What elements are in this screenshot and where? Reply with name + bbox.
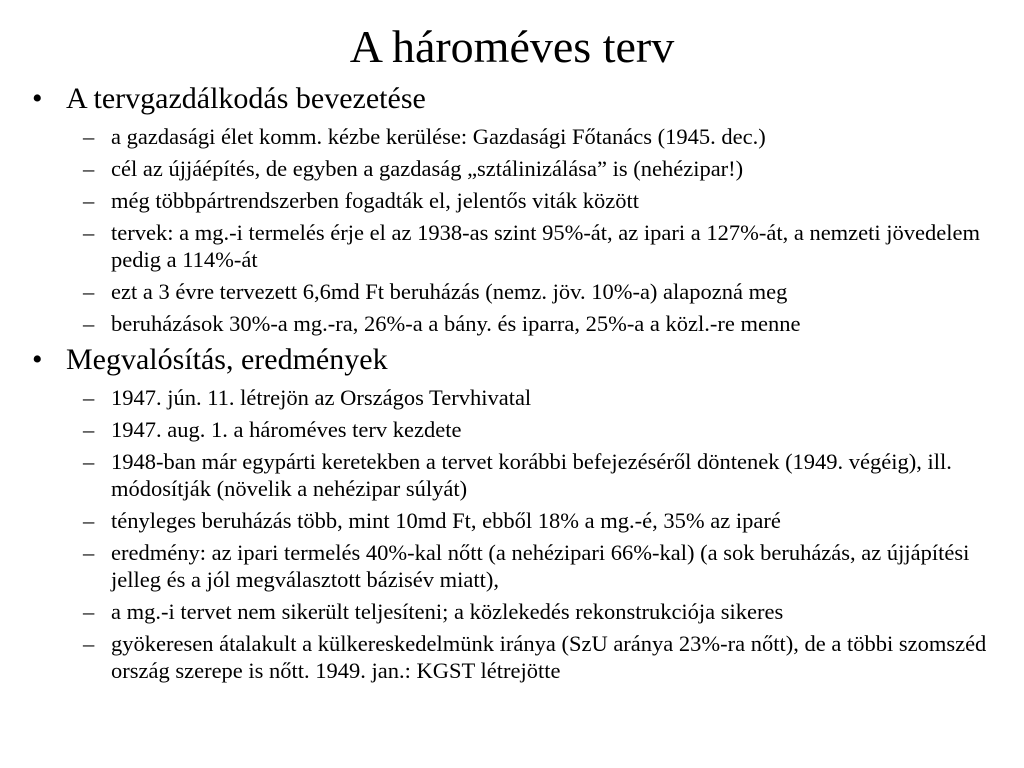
sub-bullet xyxy=(30,155,1000,182)
sub-bullet xyxy=(30,278,1000,305)
dash-marker: – xyxy=(83,631,95,656)
sub-bullet xyxy=(30,630,1000,684)
dash-marker: – xyxy=(83,124,95,149)
sub-bullet xyxy=(30,448,1000,502)
sub-bullet-text: ezt a 3 évre tervezett 6,6md Ft beruházás (nemz. jöv. 10%-a) alapozná meg xyxy=(111,279,788,304)
bullet-marker: • xyxy=(32,82,43,115)
sub-bullet-text: 1947. aug. 1. a hároméves terv kezdete xyxy=(111,417,462,442)
dash-marker: – xyxy=(83,279,95,304)
sub-bullet-text: cél az újjáépítés, de egyben a gazdaság „sztálinizálása” is (nehézipar!) xyxy=(111,156,744,181)
dash-marker: – xyxy=(83,311,95,336)
sub-bullet xyxy=(30,310,1000,337)
sub-bullet xyxy=(30,416,1000,443)
dash-marker: – xyxy=(83,417,95,442)
sub-bullet-text: a gazdasági élet komm. kézbe kerülése: Gazdasági Főtanács (1945. dec.) xyxy=(111,124,766,149)
sub-bullet-text: 1947. jún. 11. létrejön az Országos Tervhivatal xyxy=(111,385,532,410)
sub-bullet-text: a mg.-i tervet nem sikerült teljesíteni; a közlekedés rekonstrukciója sikeres xyxy=(111,599,784,624)
sub-bullet xyxy=(30,507,1000,534)
sub-bullet-text: még többpártrendszerben fogadták el, jelentős viták között xyxy=(111,188,639,213)
bullet-heading-tervgazdalkodas xyxy=(30,80,1000,118)
sub-bullet xyxy=(30,219,1000,273)
dash-marker: – xyxy=(83,220,95,245)
section-spacer xyxy=(30,337,1000,339)
sub-bullet xyxy=(30,187,1000,214)
bullet-heading-text: Megvalósítás, eredmények xyxy=(66,343,388,376)
sub-bullet xyxy=(30,598,1000,625)
sub-bullet xyxy=(30,539,1000,593)
slide-title: A hároméves terv xyxy=(349,21,675,72)
bullet-marker: • xyxy=(32,343,43,376)
dash-marker: – xyxy=(83,188,95,213)
sub-bullet-text: tervek: a mg.-i termelés érje el az 1938-as szint 95%-át, az ipari a 127%-át, a nemzeti jövedelem pedig a 114%-át xyxy=(111,220,980,272)
sub-bullet-text: beruházások 30%-a mg.-ra, 26%-a a bány. és iparra, 25%-a a közl.-re menne xyxy=(111,311,801,336)
dash-marker: – xyxy=(83,599,95,624)
sub-bullet xyxy=(30,123,1000,150)
dash-marker: – xyxy=(83,449,95,474)
sub-bullet-text: gyökeresen átalakult a külkereskedelmünk iránya (SzU aránya 23%-ra nőtt), de a többi szomszéd ország szerepe is nőtt. 1949. jan.: KGST létrejötte xyxy=(111,631,987,683)
dash-marker: – xyxy=(83,508,95,533)
sub-bullet xyxy=(30,384,1000,411)
slide-content xyxy=(30,78,1000,684)
dash-marker: – xyxy=(83,156,95,181)
bullet-heading-text: A tervgazdálkodás bevezetése xyxy=(66,82,426,115)
sub-bullet-text: 1948-ban már egypárti keretekben a tervet korábbi befejezéséről döntenek (1949. végéig), ill. módosítják (növelik a nehézipar súlyát) xyxy=(111,449,952,501)
dash-marker: – xyxy=(83,540,95,565)
sub-bullet-text: tényleges beruházás több, mint 10md Ft, ebből 18% a mg.-é, 35% az iparé xyxy=(111,508,781,533)
dash-marker: – xyxy=(83,385,95,410)
bullet-heading-megvalositas xyxy=(30,341,1000,379)
sub-bullet-text: eredmény: az ipari termelés 40%-kal nőtt (a nehézipari 66%-kal) (a sok beruházás, az újjápítési jelleg és a jól megválasztott bázisév miatt), xyxy=(111,540,970,592)
